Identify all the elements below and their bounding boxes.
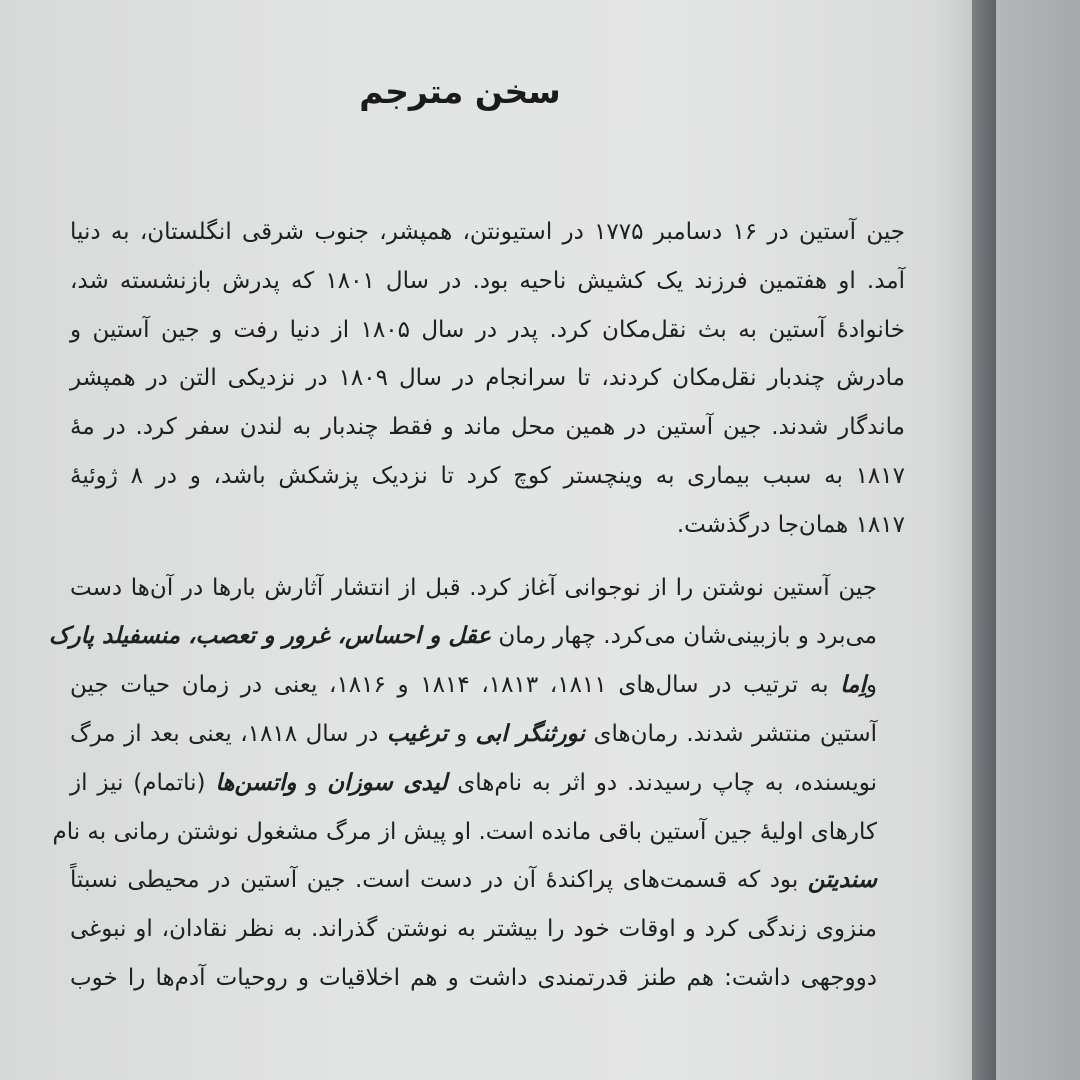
novel-titles: عقل و احساس، غرور و تعصب، منسفیلد پارک <box>48 623 492 650</box>
text-line: دووجهی داشت: هم طنز قدرتمندی داشت و هم اخلاقیات و روحیات آدم‌ها را خوب <box>70 964 877 991</box>
novel-title: واتسن‌ها <box>215 769 297 796</box>
text-line: می‌برد و بازبینی‌شان می‌کرد. چهار رمان عقل و احساس، غرور و تعصب، منسفیلد پارک <box>48 623 877 650</box>
novel-title-emma: اِما <box>840 672 866 699</box>
text-line: خانوادهٔ آستین به بث نقل‌مکان کرد. پدر در سال ۱۸۰۵ از دنیا رفت و جین آستین و <box>70 316 905 343</box>
page-title: سخن مترجم <box>359 72 561 111</box>
text-line: مادرش چندبار نقل‌مکان کردند، تا سرانجام در سال ۱۸۰۹ در نزدیکی التن در همپشر <box>70 365 905 392</box>
text-line: جین آستین نوشتن را از نوجوانی آغاز کرد. قبل از انتشار آثارش بارها در آن‌ها دست <box>70 574 877 601</box>
text-line: سندیتن بود که قسمت‌های پراکندهٔ آن در دست است. جین آستین در محیطی نسبتاً <box>70 867 877 894</box>
text-line: ماندگار شدند. جین آستین در همین محل ماند و فقط چندبار به لندن سفر کرد. در مهٔ <box>70 414 905 441</box>
text-line: ۱۸۱۷ به سبب بیماری به وینچستر کوچ کرد تا نزدیک پزشکش باشد، و در ۸ ژوئیهٔ <box>70 462 905 489</box>
text-line: آمد. او هفتمین فرزند یک کشیش ناحیه بود. در سال ۱۸۰۱ که پدرش بازنشسته شد، <box>70 267 905 294</box>
novel-title: نورثنگر ابی <box>475 720 585 747</box>
text-line: آستین منتشر شدند. رمان‌های نورثنگر ابی و ترغیب در سال ۱۸۱۸، یعنی بعد از مرگ <box>70 720 877 747</box>
paragraph-2 <box>48 564 905 1003</box>
text-line: جین آستین در ۱۶ دسامبر ۱۷۷۵ در استیونتن، همپشر، جنوب شرقی انگلستان، به دنیا <box>70 219 905 245</box>
text-line: واِما به ترتیب در سال‌های ۱۸۱۱، ۱۸۱۳، ۱۸۱۴ و ۱۸۱۶، یعنی در زمان حیات جین <box>70 672 877 699</box>
text-line: نویسنده، به چاپ رسیدند. دو اثر به نام‌های لیدی سوزان و واتسن‌ها (ناتمام) نیز از <box>70 769 878 796</box>
novel-title: لیدی سوزان <box>327 769 448 796</box>
text-line: منزوی زندگی کرد و اوقات خود را بیشتر به نوشتن گذراند. به نظر نقادان، او نبوغی <box>70 916 877 943</box>
book-gutter <box>972 0 996 1080</box>
body-text <box>48 208 905 1003</box>
next-page-edge <box>996 0 1080 1080</box>
novel-title: ترغیب <box>386 720 448 747</box>
novel-title: سندیتن <box>807 867 877 894</box>
text-line: کارهای اولیهٔ جین آستین باقی مانده است. او پیش از مرگ مشغول نوشتن رمانی به نام <box>52 818 877 845</box>
paragraph-1 <box>70 208 905 550</box>
text-line: ۱۸۱۷ همان‌جا درگذشت. <box>676 511 905 538</box>
